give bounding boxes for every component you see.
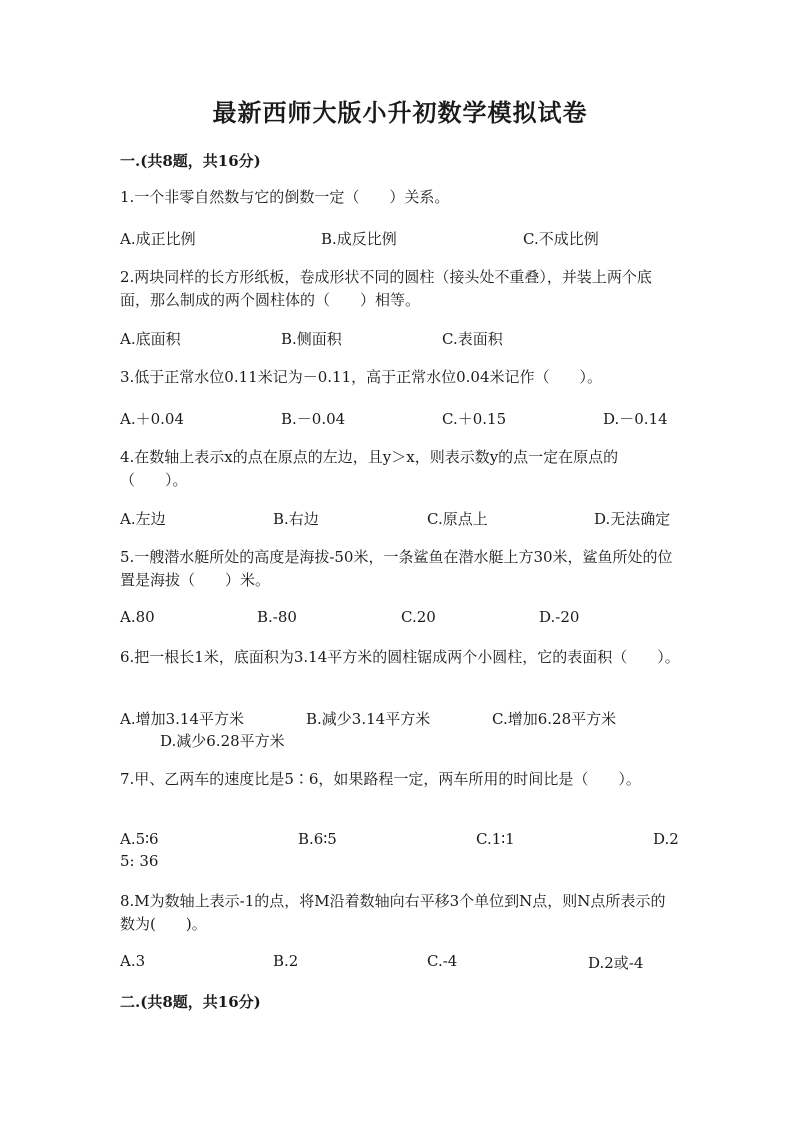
option: C.20 xyxy=(401,608,436,626)
option: A.5∶6 xyxy=(120,830,159,848)
option: C.-4 xyxy=(427,952,458,970)
question-text: 4.在数轴上表示x的点在原点的左边，且y＞x，则表示数y的点一定在原点的（ ）。 xyxy=(120,448,619,489)
option: A.＋0.04 xyxy=(120,410,184,428)
question-text: 8.M为数轴上表示-1的点，将M沿着数轴向右平移3个单位到N点，则N点所表示的数为( )。 xyxy=(120,892,666,933)
option: B.成反比例 xyxy=(321,230,397,248)
section-heading: 二.(共8题，共16分) xyxy=(120,993,261,1011)
question-text: 7.甲、乙两车的速度比是5∶6，如果路程一定，两车所用的时间比是（ ）。 xyxy=(120,770,641,788)
question-text: 6.把一根长1米，底面积为3.14平方米的圆柱锯成两个小圆柱，它的表面积（ ）。 xyxy=(120,648,680,666)
option: D.2或-4 xyxy=(588,954,644,972)
question-text: 1.一个非零自然数与它的倒数一定（ ）关系。 xyxy=(120,188,450,206)
option: 5: 36 xyxy=(120,852,159,870)
page-title: 最新西师大版小升初数学模拟试卷 xyxy=(212,98,588,127)
question-text: 3.低于正常水位0.11米记为－0.11，高于正常水位0.04米记作（ ）。 xyxy=(120,368,603,386)
option: B.6∶5 xyxy=(298,830,337,848)
option: C.不成比例 xyxy=(523,230,599,248)
option: D.-20 xyxy=(539,608,580,626)
option: D.－0.14 xyxy=(603,410,668,428)
option: B.侧面积 xyxy=(281,330,342,348)
option: C.表面积 xyxy=(442,330,503,348)
option: B.右边 xyxy=(273,510,319,528)
option: C.增加6.28平方米 xyxy=(492,710,617,728)
option: A.底面积 xyxy=(120,330,181,348)
option: A.增加3.14平方米 xyxy=(120,710,244,728)
question-text: 2.两块同样的长方形纸板，卷成形状不同的圆柱（接头处不重叠），并装上两个底面，那么制成的两个圆柱体的（ ）相等。 xyxy=(120,268,652,309)
option: D.减少6.28平方米 xyxy=(160,732,285,750)
question-text: 5.一艘潜水艇所处的高度是海拔-50米，一条鲨鱼在潜水艇上方30米，鲨鱼所处的位置是海拔（ ）米。 xyxy=(120,548,673,589)
option: D.无法确定 xyxy=(594,510,671,528)
option: A.左边 xyxy=(120,510,166,528)
option: C.原点上 xyxy=(427,510,488,528)
option: A.成正比例 xyxy=(120,230,196,248)
option: B.2 xyxy=(273,952,299,970)
option: C.＋0.15 xyxy=(442,410,507,428)
option: B.减少3.14平方米 xyxy=(306,710,431,728)
option: C.1∶1 xyxy=(476,830,515,848)
option: A.3 xyxy=(120,952,146,970)
option: B.-80 xyxy=(257,608,297,626)
option: D.2 xyxy=(653,830,679,848)
section-heading: 一.(共8题，共16分) xyxy=(120,152,261,170)
option: A.80 xyxy=(120,608,155,626)
option: B.－0.04 xyxy=(281,410,346,428)
